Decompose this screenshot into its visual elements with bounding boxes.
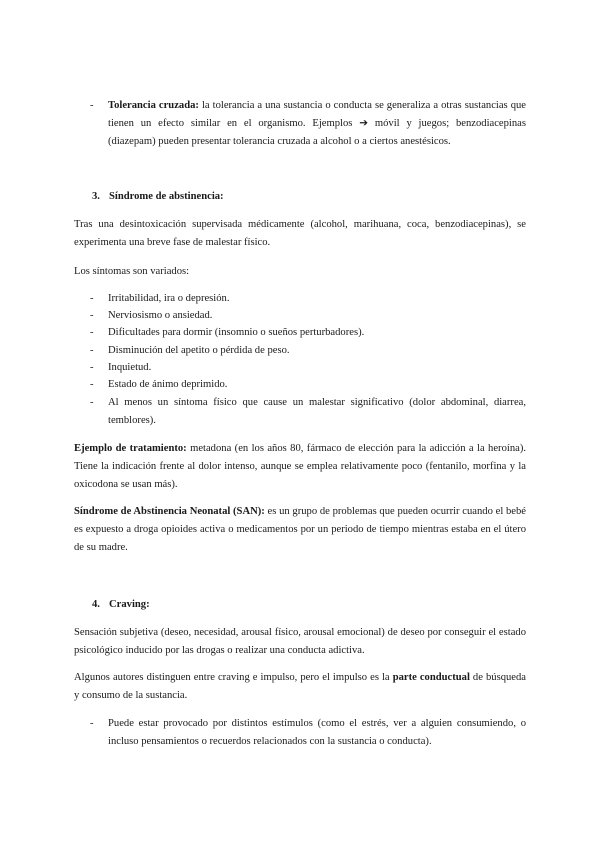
craving-bullet-text: Puede estar provocado por distintos estímulos (como el estrés, ver a alguien consumiendo, o incluso pensamientos o recuerdos relacionados con la sustancia o conducta).: [108, 718, 526, 747]
section-3-number: 3.: [92, 191, 100, 202]
symptom-text: Inquietud.: [108, 362, 152, 373]
bullet-dash: -: [90, 397, 94, 408]
symptom-item: [90, 324, 526, 342]
section-4-heading: [92, 596, 150, 614]
tolerance-description: la tolerancia a una sustancia o conducta se generaliza a otras sustancias que tienen un efecto similar en el organismo. Ejemplos ➔ móvil y juegos; benzodiacepinas (diazepam) pueden presentar tolerancia cruzada a alcohol o a ciertos anestésicos.: [108, 100, 526, 147]
craving-definition: Sensación subjetiva (deseo, necesidad, arousal físico, arousal emocional) de deseo por conseguir el estado psicológico inducido por las drogas o realizar una conducta adictiva.: [74, 627, 526, 656]
bullet-dash: -: [90, 362, 94, 373]
symptom-item: [90, 376, 526, 394]
section-3-intro: Tras una desintoxicación supervisada médicamente (alcohol, marihuana, coca, benzodiacepinas), se experimenta una breve fase de malestar físico.: [74, 219, 526, 248]
bullet-dash: -: [90, 100, 94, 111]
distinction-bold: parte conductual: [392, 672, 470, 683]
symptom-text: Estado de ánimo deprimido.: [108, 379, 228, 390]
bullet-dash: -: [90, 293, 94, 304]
section-4-title: Craving:: [109, 599, 150, 610]
symptom-item: [90, 307, 526, 325]
symptom-text: Irritabilidad, ira o depresión.: [108, 293, 230, 304]
bullet-dash: -: [90, 345, 94, 356]
bullet-dash: -: [90, 310, 94, 321]
san-description: es un grupo de problemas que pueden ocurrir cuando el bebé es expuesto a droga opioides activa o medicamentos por un periodo de tiempo mientras estaba en el útero de su madre.: [74, 506, 526, 553]
symptom-text: Disminución del apetito o pérdida de peso.: [108, 345, 290, 356]
symptom-item: [90, 394, 526, 430]
treatment-paragraph: [74, 440, 526, 494]
section-3-heading: [92, 188, 224, 206]
section-4-number: 4.: [92, 599, 100, 610]
symptom-text: Nerviosismo o ansiedad.: [108, 310, 213, 321]
bullet-dash: -: [90, 379, 94, 390]
symptom-text: Dificultades para dormir (insomnio o sueños perturbadores).: [108, 327, 365, 338]
symptom-item: [90, 342, 526, 360]
section-3-title: Síndrome de abstinencia:: [109, 191, 224, 202]
distinction-text-before: Algunos autores distinguen entre craving e impulso, pero el impulso es la: [74, 672, 393, 683]
bullet-dash: -: [90, 718, 94, 729]
treatment-term: Ejemplo de tratamiento:: [74, 443, 187, 454]
tolerance-bullet: [90, 97, 526, 151]
symptom-item: [90, 359, 526, 377]
symptom-item: [90, 290, 526, 308]
craving-bullet: [90, 715, 526, 751]
bullet-dash: -: [90, 327, 94, 338]
san-term: Síndrome de Abstinencia Neonatal (SAN):: [74, 506, 265, 517]
symptom-text: Al menos un síntoma físico que cause un malestar significativo (dolor abdominal, diarrea, temblores).: [108, 397, 526, 426]
distinction-text-after: de búsqueda y consumo de la sustancia.: [74, 672, 526, 701]
tolerance-term: Tolerancia cruzada:: [108, 100, 199, 111]
treatment-description: metadona (en los años 80, fármaco de elección para la adicción a la heroína). Tiene la indicación frente al dolor intenso, aunque se emplea relativamente poco (fentanilo, morfina y la oxicodona se usan más).: [74, 443, 526, 490]
san-paragraph: [74, 503, 526, 557]
craving-distinction: [74, 669, 526, 705]
symptoms-lead: Los síntomas son variados:: [74, 266, 190, 277]
tolerance-bullet-text: [108, 97, 526, 151]
